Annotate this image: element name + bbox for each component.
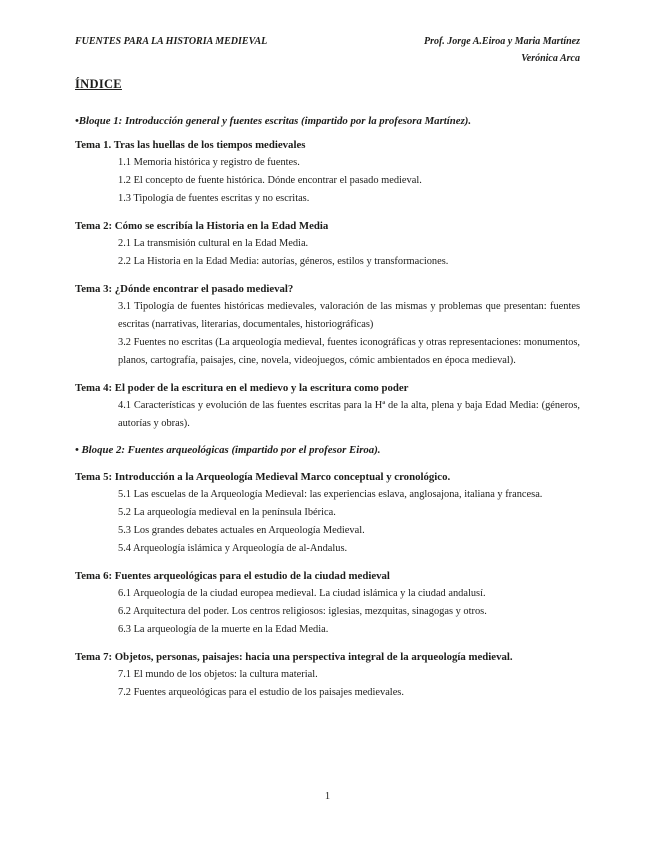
tema-6-heading: Tema 6: Fuentes arqueológicas para el estudio de la ciudad medieval	[75, 570, 390, 582]
toc-item-1-1: 1.1 Memoria histórica y registro de fuentes.	[118, 157, 300, 168]
toc-item-5-4: 5.4 Arqueología islámica y Arqueología de al-Andalus.	[118, 543, 348, 554]
toc-item-2-1: 2.1 La transmisión cultural en la Edad Media.	[118, 238, 309, 249]
tema-4-section	[75, 379, 580, 433]
header-professors-line1: Prof. Jorge A.Eiroa y Maria Martínez	[423, 36, 580, 47]
toc-item-5-2: 5.2 La arqueología medieval en la península Ibérica.	[118, 507, 336, 518]
tema-2-section	[75, 217, 580, 271]
toc-item-4-1: 4.1 Características y evolución de las fuentes escritas para la Hª de la alta, plena y baja Edad Media: (géneros, autorías y obras).	[118, 400, 580, 429]
tema-7-section	[75, 648, 580, 702]
toc-item-6-3: 6.3 La arqueología de la muerte en la Edad Media.	[118, 624, 329, 635]
tema-4-heading: Tema 4: El poder de la escritura en el medievo y la escritura como poder	[75, 382, 409, 394]
tema-5-section	[75, 468, 580, 558]
page-header	[75, 33, 580, 67]
tema-1-section	[75, 136, 580, 208]
tema-3-heading: Tema 3: ¿Dónde encontrar el pasado medieval?	[75, 283, 294, 295]
toc-item-1-2: 1.2 El concepto de fuente histórica. Dónde encontrar el pasado medieval.	[118, 175, 422, 186]
toc-item-1-3: 1.3 Tipología de fuentes escritas y no escritas.	[118, 193, 310, 204]
toc-item-5-1: 5.1 Las escuelas de la Arqueología Medieval: las experiencias eslava, anglosajona, italiana y francesa.	[118, 489, 543, 500]
tema-5-heading: Tema 5: Introducción a la Arqueología Medieval Marco conceptual y cronológico.	[75, 471, 451, 483]
toc-item-7-1: 7.1 El mundo de los objetos: la cultura material.	[118, 669, 318, 680]
index-title: ÍNDICE	[75, 77, 122, 91]
toc-item-7-2: 7.2 Fuentes arqueológicas para el estudio de los paisajes medievales.	[118, 687, 404, 698]
bloque-1-heading: •Bloque 1: Introducción general y fuentes escritas (impartido por la profesora Martínez).	[75, 115, 472, 127]
header-professors-line2: Verónica Arca	[521, 53, 580, 64]
toc-item-3-1: 3.1 Tipología de fuentes históricas medievales, valoración de las mismas y problemas que presentan: fuentes escritas (narrativas, literarias, documentales, historiográficas)	[118, 301, 580, 330]
toc-item-6-1: 6.1 Arqueología de la ciudad europea medieval. La ciudad islámica y la ciudad andalusí.	[118, 588, 486, 599]
page-number: 1	[324, 791, 331, 802]
tema-2-heading: Tema 2: Cómo se escribía la Historia en la Edad Media	[75, 220, 329, 232]
header-course-title: FUENTES PARA LA HISTORIA MEDIEVAL	[75, 36, 268, 47]
tema-1-heading: Tema 1. Tras las huellas de los tiempos medievales	[75, 139, 306, 151]
toc-item-5-3: 5.3 Los grandes debates actuales en Arqueología Medieval.	[118, 525, 365, 536]
toc-item-6-2: 6.2 Arquitectura del poder. Los centros religiosos: iglesias, mezquitas, sinagogas y otros.	[118, 606, 487, 617]
tema-7-heading: Tema 7: Objetos, personas, paisajes: hacia una perspectiva integral de la arqueología medieval.	[75, 651, 513, 663]
toc-item-3-2: 3.2 Fuentes no escritas (La arqueología medieval, fuentes iconográficas y otras representaciones: monumentos, planos, cartografía, paisajes, cine, novela, videojuegos, cómic ambientados en época medieval).	[118, 337, 580, 366]
toc-item-2-2: 2.2 La Historia en la Edad Media: autorías, géneros, estilos y transformaciones.	[118, 256, 449, 267]
header-professors	[424, 33, 580, 67]
tema-3-section	[75, 280, 580, 370]
bloque-2-heading: • Bloque 2: Fuentes arqueológicas (impartido por el profesor Eiroa).	[75, 444, 381, 456]
tema-6-section	[75, 567, 580, 639]
